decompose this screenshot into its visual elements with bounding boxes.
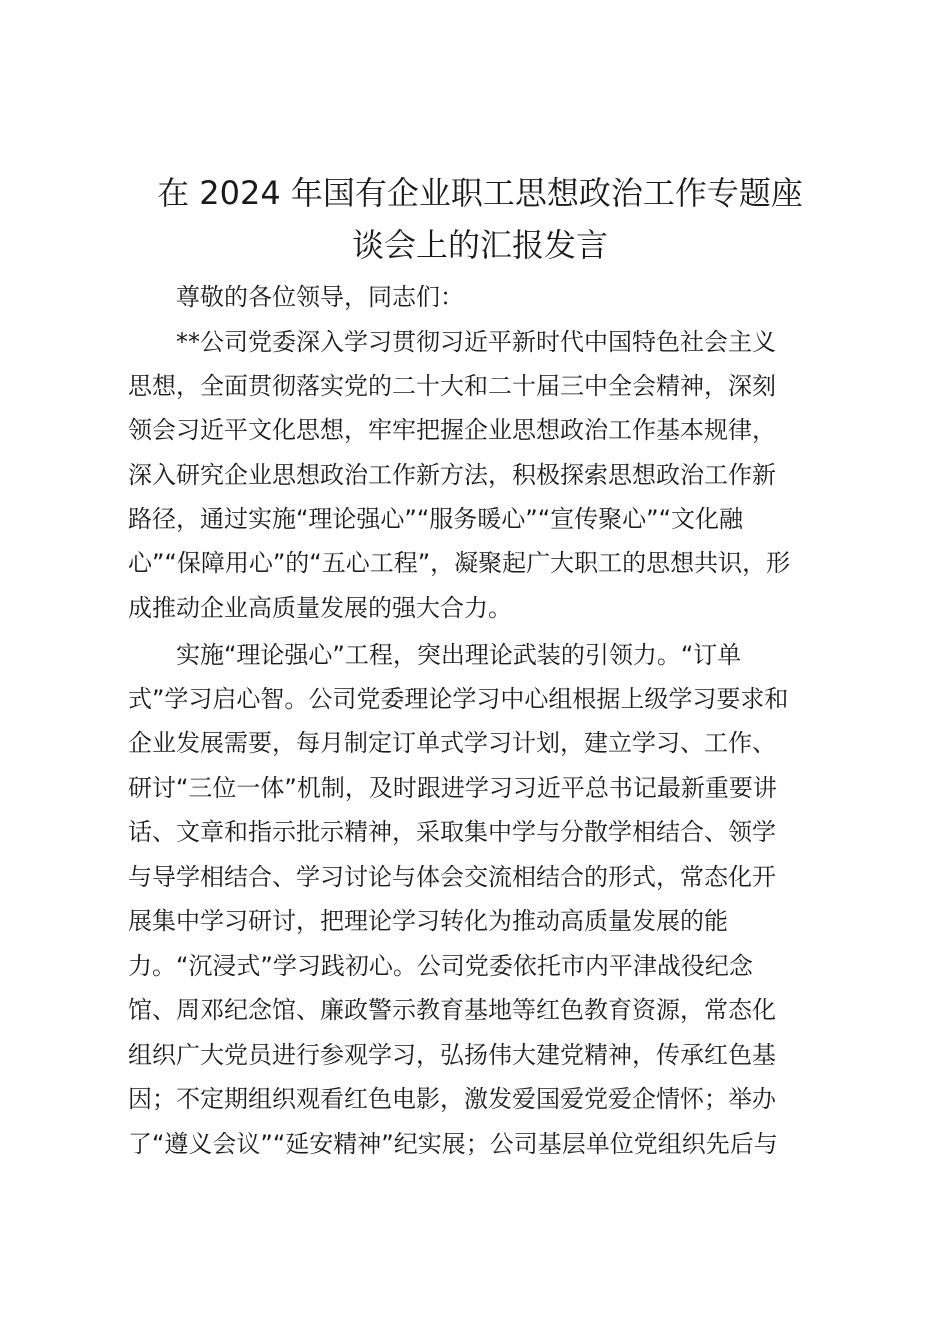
paragraph-line: 领会习近平文化思想，牢牢把握企业思想政治工作基本规律， [128,416,776,444]
paragraph-line: 了“遵义会议”“延安精神”纪实展；公司基层单位党组织先后与 [128,1130,778,1158]
paragraph-line: 式”学习启心智。公司党委理论学习中心组根据上级学习要求和 [128,685,789,713]
document-title-line-1: 在 2024 年国有企业职工思想政治工作专题座 [157,174,803,212]
paragraph-line: 力。“沉浸式”学习践初心。公司党委依托市内平津战役纪念 [128,952,753,980]
paragraph-line: 企业发展需要，每月制定订单式学习计划，建立学习、工作、 [128,729,776,757]
paragraph-line: 组织广大党员进行参观学习，弘扬伟大建党精神，传承红色基 [128,1041,776,1069]
paragraph-line: 深入研究企业思想政治工作新方法，积极探索思想政治工作新 [128,461,776,489]
paragraph-line: 路径，通过实施“理论强心”“服务暖心”“宣传聚心”“文化融 [128,505,744,533]
paragraph-line: **公司党委深入学习贯彻习近平新时代中国特色社会主义 [176,328,776,356]
paragraph-line: 因；不定期组织观看红色电影，激发爱国爱党爱企情怀；举办 [128,1085,776,1113]
paragraph-line: 成推动企业高质量发展的强大合力。 [128,594,512,622]
paragraph-line: 话、文章和指示批示精神，采取集中学与分散学相结合、领学 [128,818,776,846]
paragraph-line: 研讨“三位一体”机制，及时跟进学习习近平总书记最新重要讲 [128,774,777,802]
paragraph-line: 思想，全面贯彻落实党的二十大和二十届三中全会精神，深刻 [128,372,776,400]
salutation-line: 尊敬的各位领导，同志们： [176,283,464,311]
document-title-line-2: 谈会上的汇报发言 [351,226,608,264]
paragraph-line: 实施“理论强心”工程，突出理论武装的引领力。“订单 [176,641,742,669]
paragraph-line: 与导学相结合、学习讨论与体会交流相结合的形式，常态化开 [128,863,776,891]
paragraph-line: 馆、周邓纪念馆、廉政警示教育基地等红色教育资源，常态化 [128,996,776,1024]
paragraph-line: 心”“保障用心”的“五心工程”，凝聚起广大职工的思想共识，形 [128,549,791,577]
paragraph-line: 展集中学习研讨，把理论学习转化为推动高质量发展的能 [128,907,728,935]
